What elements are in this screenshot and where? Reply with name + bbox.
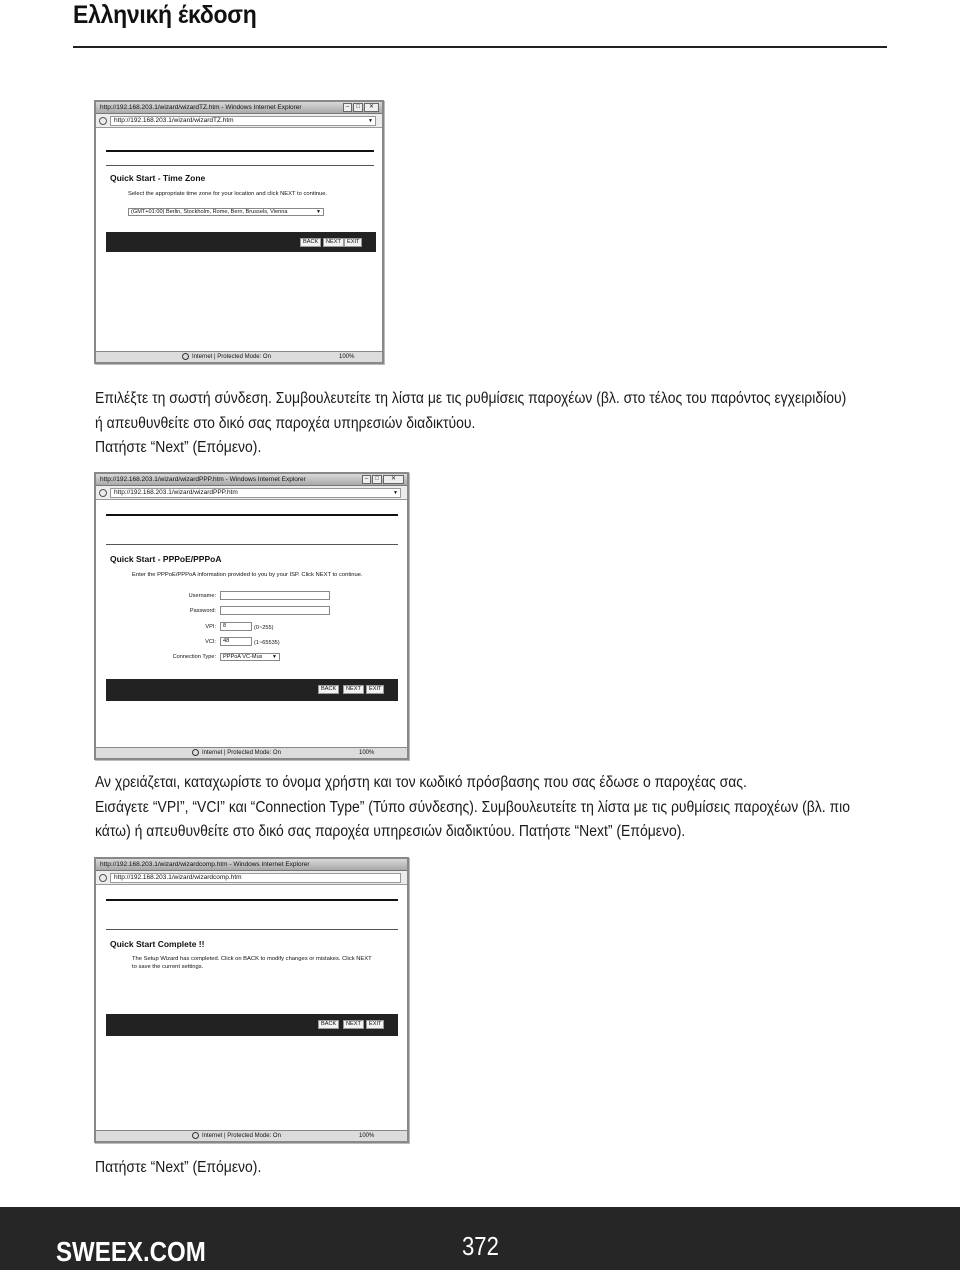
paragraph-line: Εισάγετε “VPI”, “VCI” και “Connection Type” (Τύπο σύνδεσης). Συμβουλευτείτε τη λίστα με τις ρυθμίσεις παροχέων (βλ. πιο: [95, 798, 850, 816]
minimize-icon[interactable]: –: [343, 103, 352, 112]
zoom-level[interactable]: 100%: [359, 750, 375, 756]
vci-input[interactable]: 48: [220, 637, 252, 646]
username-label: Username:: [188, 593, 216, 599]
instruction-text: to save the current settings.: [132, 964, 204, 970]
page-rule-top: [106, 150, 374, 152]
connection-type-label: Connection Type:: [172, 654, 216, 660]
url-input[interactable]: [110, 873, 401, 883]
connection-type-select[interactable]: [220, 653, 280, 661]
url-text: http://192.168.203.1/wizard/wizardTZ.htm: [114, 117, 234, 124]
status-bar: [96, 351, 382, 362]
paragraph-line: κάτω) ή απευθυνθείτε στο δικό σας παροχέα υπηρεσιών διαδικτύου. Πατήστε “Next” (Επόμενο).: [95, 823, 686, 840]
minimize-icon[interactable]: –: [362, 475, 371, 484]
screenshot-complete: [94, 857, 409, 1143]
address-bar: [96, 114, 382, 128]
exit-button[interactable]: EXIT: [344, 238, 362, 247]
close-icon[interactable]: ✕: [364, 103, 379, 112]
ie-titlebar: [96, 859, 407, 871]
next-button[interactable]: NEXT: [343, 1020, 364, 1029]
page-rule-top: [106, 514, 398, 516]
close-icon[interactable]: ✕: [383, 475, 404, 484]
ie-logo-icon: [99, 874, 107, 882]
window-title: http://192.168.203.1/wizard/wizardTZ.htm - Windows Internet Explorer: [100, 104, 302, 111]
status-text: Internet | Protected Mode: On: [202, 1133, 281, 1139]
vpi-label: VPI:: [205, 624, 216, 630]
back-button[interactable]: BACK: [300, 238, 321, 247]
screenshot-pppoe: [94, 472, 409, 760]
exit-button[interactable]: EXIT: [366, 685, 384, 694]
vpi-input[interactable]: 8: [220, 622, 252, 631]
header-rule: [73, 46, 887, 48]
back-button[interactable]: BACK: [318, 685, 339, 694]
maximize-icon[interactable]: □: [372, 475, 382, 484]
time-zone-value: (GMT+01:00) Berlin, Stockholm, Rome, Bern, Brussels, Vienna: [131, 209, 288, 215]
brand-logo: SWEEX.COM: [56, 1236, 206, 1267]
paragraph-line: ή απευθυνθείτε στο δικό σας παροχέα υπηρεσιών διαδικτύου.: [95, 414, 476, 432]
paragraph-line: Πατήστε “Next” (Επόμενο).: [95, 1159, 262, 1176]
chevron-down-icon: ▼: [272, 654, 277, 660]
screenshot-time-zone: [94, 100, 384, 364]
address-bar: [96, 486, 407, 500]
instruction-text: Select the appropriate time zone for your location and click NEXT to continue.: [128, 191, 328, 197]
password-label: Password:: [189, 608, 216, 614]
maximize-icon[interactable]: □: [353, 103, 363, 112]
page-rule-top: [106, 899, 398, 901]
ie-logo-icon: [99, 489, 107, 497]
status-text: Internet | Protected Mode: On: [192, 354, 271, 360]
globe-icon: [192, 1132, 199, 1139]
globe-icon: [192, 749, 199, 756]
chevron-down-icon: ▼: [316, 209, 321, 215]
page-heading: Quick Start - PPPoE/PPPoA: [110, 554, 222, 564]
status-text: Internet | Protected Mode: On: [202, 750, 281, 756]
page-number: 372: [462, 1231, 499, 1261]
next-button[interactable]: NEXT: [343, 685, 364, 694]
ie-titlebar: [96, 474, 407, 486]
ie-titlebar: [96, 102, 382, 114]
vci-label: VCI:: [205, 639, 216, 645]
status-bar: [96, 747, 407, 758]
password-input[interactable]: [220, 606, 330, 615]
page-header-title: Ελληνική έκδοση: [73, 1, 257, 29]
status-bar: [96, 1130, 407, 1141]
page-rule-thin: [106, 929, 398, 930]
connection-type-value: PPPoA VC-Mux: [223, 654, 263, 660]
page-rule-thin: [106, 544, 398, 545]
vpi-range-hint: (0~255): [254, 625, 274, 631]
ie-logo-icon: [99, 117, 107, 125]
window-title: http://192.168.203.1/wizard/wizardPPP.htm - Windows Internet Explorer: [100, 476, 306, 483]
chevron-down-icon: ▼: [393, 490, 398, 496]
vci-range-hint: (1~65535): [254, 640, 280, 646]
url-input[interactable]: [110, 116, 376, 126]
url-text: http://192.168.203.1/wizard/wizardcomp.htm: [114, 874, 242, 881]
paragraph-line: Πατήστε “Next” (Επόμενο).: [95, 439, 262, 456]
paragraph-2: [95, 771, 850, 845]
exit-button[interactable]: EXIT: [366, 1020, 384, 1029]
page-heading: Quick Start - Time Zone: [110, 173, 206, 183]
page-rule-thin: [106, 165, 374, 166]
time-zone-select[interactable]: [128, 208, 324, 216]
username-input[interactable]: [220, 591, 330, 600]
next-button[interactable]: NEXT: [323, 238, 344, 247]
back-button[interactable]: BACK: [318, 1020, 339, 1029]
address-bar: [96, 871, 407, 885]
instruction-text: Enter the PPPoE/PPPoA information provided to you by your ISP. Click NEXT to continue.: [132, 572, 363, 578]
globe-icon: [182, 353, 189, 360]
window-title: http://192.168.203.1/wizard/wizardcomp.htm - Windows Internet Explorer: [100, 861, 310, 868]
zoom-level[interactable]: 100%: [339, 354, 355, 360]
paragraph-line: Επιλέξτε τη σωστή σύνδεση. Συμβουλευτείτε τη λίστα με τις ρυθμίσεις παροχέων (βλ. στο τέλος του παρόντος εγχειριδίου): [95, 390, 847, 407]
zoom-level[interactable]: 100%: [359, 1133, 375, 1139]
paragraph-3: [95, 1156, 261, 1181]
instruction-text: The Setup Wizard has completed. Click on BACK to modify changes or mistakes. Click NEXT: [132, 956, 372, 962]
url-input[interactable]: [110, 488, 401, 498]
chevron-down-icon: ▼: [368, 118, 373, 124]
paragraph-1: [95, 387, 846, 461]
page-heading: Quick Start Complete !!: [110, 939, 205, 949]
paragraph-line: Αν χρειάζεται, καταχωρίστε το όνομα χρήστη και τον κωδικό πρόσβασης που σας έδωσε ο παροχέας σας.: [95, 774, 747, 791]
url-text: http://192.168.203.1/wizard/wizardPPP.htm: [114, 489, 238, 496]
